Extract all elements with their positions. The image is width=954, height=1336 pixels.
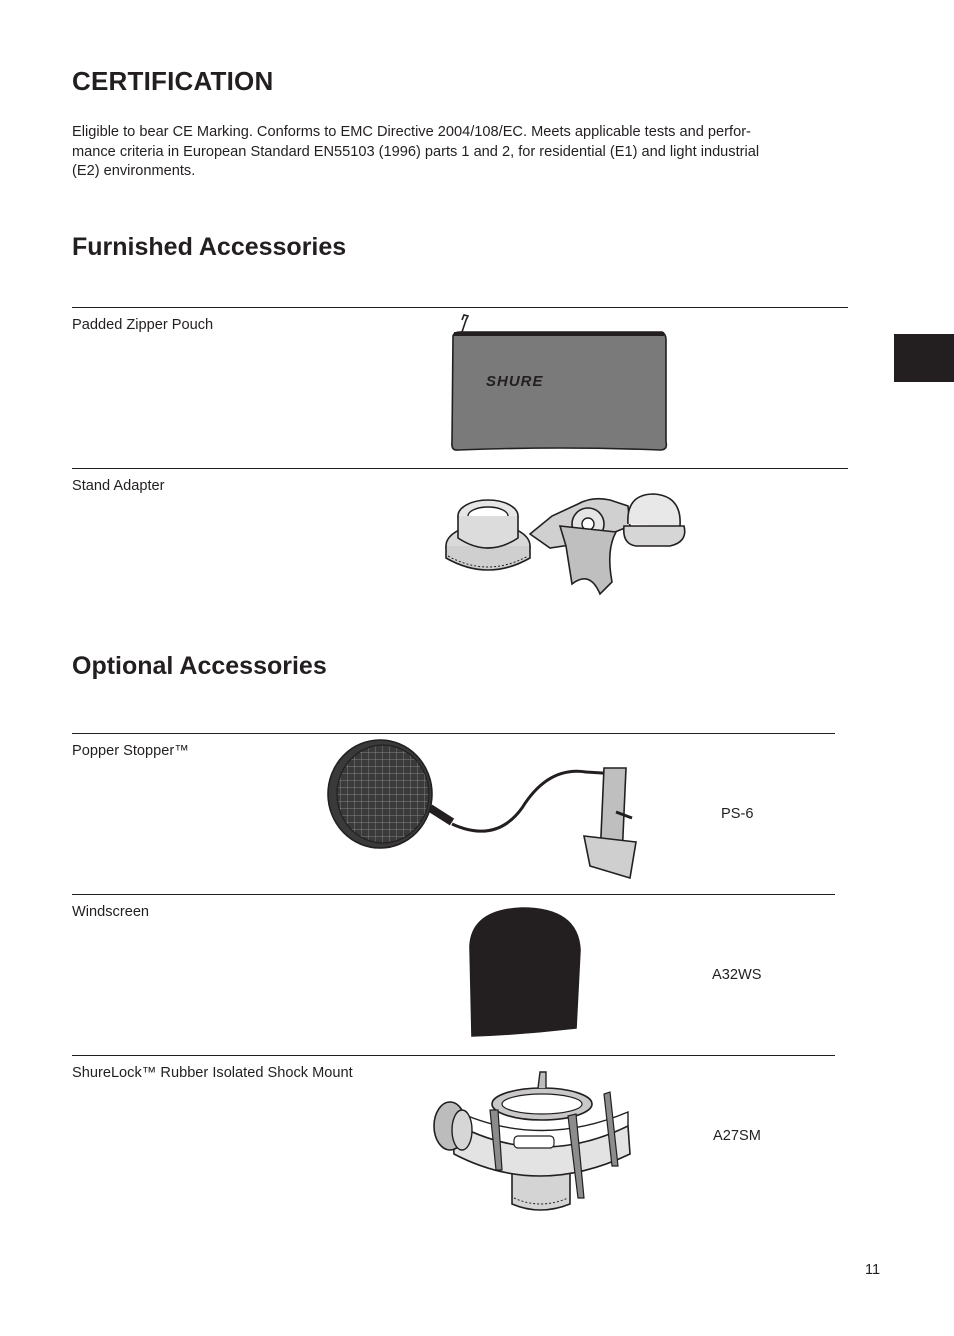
part-number-a27sm: A27SM xyxy=(713,1128,761,1144)
zipper-pouch-icon xyxy=(440,312,676,458)
part-number-ps6: PS-6 xyxy=(721,806,754,822)
furnished-heading: Furnished Accessories xyxy=(72,233,347,261)
windscreen-icon xyxy=(464,906,588,1040)
furnished-divider-1 xyxy=(72,307,848,308)
item-label-stand-adapter: Stand Adapter xyxy=(72,478,165,494)
furnished-divider-2 xyxy=(72,468,848,469)
shock-mount-icon xyxy=(428,1070,640,1220)
optional-divider-2 xyxy=(72,894,835,895)
page-number: 11 xyxy=(865,1262,881,1278)
section-tab xyxy=(894,334,954,382)
item-label-windscreen: Windscreen xyxy=(72,904,150,920)
certification-text xyxy=(72,123,852,182)
pouch-brand-mark: SHURE xyxy=(486,373,544,390)
certification-heading: CERTIFICATION xyxy=(72,66,274,96)
part-number-a32ws: A32WS xyxy=(712,967,762,983)
item-label-zipper-pouch: Padded Zipper Pouch xyxy=(72,317,214,333)
optional-divider-3 xyxy=(72,1055,835,1056)
certification-line-2: mance criteria in European Standard EN55103 (1996) parts 1 and 2, for residential (E1) and light industrial xyxy=(72,143,760,160)
item-label-popper-stopper: Popper Stopper™ xyxy=(72,743,189,759)
certification-line-1: Eligible to bear CE Marking. Conforms to EMC Directive 2004/108/EC. Meets applicable tests and perfor- xyxy=(72,124,751,140)
optional-divider-1 xyxy=(72,733,835,734)
pop-filter-icon xyxy=(326,738,646,884)
optional-heading: Optional Accessories xyxy=(72,652,327,680)
certification-line-3: (E2) environments. xyxy=(72,163,196,179)
item-label-shock-mount: ShureLock™ Rubber Isolated Shock Mount xyxy=(72,1065,353,1081)
stand-adapter-icon xyxy=(440,486,692,600)
